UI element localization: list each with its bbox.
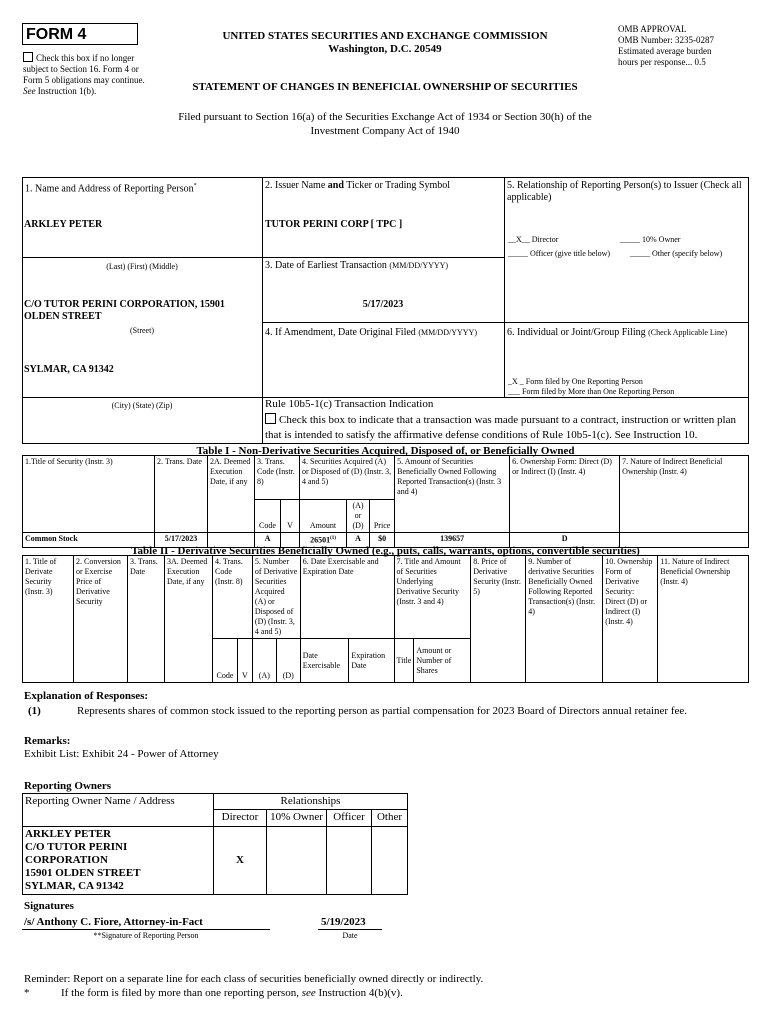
rule-10b5-text: Check this box to indicate that a transaction was made pursuant to a contract, instruction or written plan that is intended to satisfy the affirmative defense conditions of Rule 10b5-1(c). See Instruction 10. [265,414,736,441]
agency-location: Washington, D.C. 20549 [328,43,442,55]
signature-name: /s/ Anthony C. Fiore, Attorney-in-Fact [24,916,203,928]
relationship-other: _____ Other (specify below) [630,249,723,258]
t2-header-underlying: 7. Title and Amount of Securities Underlying Derivative Security (Instr. 3 and 4) [394,556,471,639]
form-title: FORM 4 [26,26,87,43]
owner-other-mark [372,827,408,895]
t1-header-title: 1.Title of Security (Instr. 3) [23,456,155,533]
box6-label: 6. Individual or Joint/Group Filing (Check Applicable Line) [507,327,728,338]
relationship-director: __X__ Director [508,235,559,244]
footnote-text: Represents shares of common stock issued to the reporting person as partial compensation for 2023 Board of Directors annual retainer fee. [77,705,688,717]
earliest-transaction-date: 5/17/2023 [362,299,404,310]
t1-sub-aod: (A) or (D) [347,500,370,533]
owners-col-officer: Officer [327,810,372,827]
explanation-heading: Explanation of Responses: [24,690,149,702]
footer-note: If the form is filed by more than one reporting person, see Instruction 4(b)(v). [61,987,403,999]
reporting-city: SYLMAR, CA 91342 [24,364,114,375]
no-longer-subject-checkbox-text: Check this box if no longer subject to Section 16. Form 4 or Form 5 obligations may continue. See Instruction 1(b). [23,53,145,96]
t2-sub-expiration: Expiration Date [349,639,394,683]
owners-heading: Reporting Owners [24,780,112,792]
t1-sub-amount: Amount [300,500,347,533]
owners-table [22,793,408,895]
t1-header-securities: 4. Securities Acquired (A) or Disposed of (D) (Instr. 3, 4 and 5) [300,456,395,500]
box1-label: 1. Name and Address of Reporting Person* [25,183,197,195]
footnote-number: (1) [28,705,41,717]
table1-title: Table I - Non-Derivative Securities Acquired, Disposed of, or Beneficially Owned [196,445,575,457]
t2-header-code: 4. Trans. Code (Instr. 8) [213,556,253,639]
t2-header-exercisable: 6. Date Exercisable and Expiration Date [300,556,394,639]
filing-one-person: _X _ Form filed by One Reporting Person [508,377,643,386]
t1-header-nature: 7. Nature of Indirect Beneficial Ownership (Instr. 4) [620,456,749,533]
footer-star: * [24,987,30,999]
t1-header-owned: 5. Amount of Securities Beneficially Owned Following Reported Transaction(s) (Instr. 3 and 4) [395,456,510,533]
owner-director-mark: X [214,827,267,895]
t2-header-conversion: 2. Conversion or Exercise Price of Derivative Security [74,556,128,683]
agency-name: UNITED STATES SECURITIES AND EXCHANGE COMMISSION [222,30,548,42]
omb-approval: OMB APPROVAL OMB Number: 3235-0287 Estimated average burden hours per response... 0.5 [618,24,714,67]
t1-row-owned: 139657 [395,533,510,548]
t1-row-form: D [510,533,620,548]
box4-label: 4. If Amendment, Date Original Filed (MM/DD/YYYY) [265,327,477,338]
t2-sub-d: (D) [276,639,300,683]
date-label: Date [342,931,358,940]
filed-pursuant-line1: Filed pursuant to Section 16(a) of the Securities Exchange Act of 1934 or Section 30(h) of the [178,111,592,123]
t1-sub-v: V [281,500,300,533]
t2-header-form: 10. Ownership Form of Derivative Security: Direct (D) or Indirect (I) (Instr. 4) [603,556,658,683]
t2-header-title: 1. Title of Derivate Security (Instr. 3) [23,556,74,683]
owners-col-director: Director [214,810,267,827]
owner-ten-mark [267,827,327,895]
t1-header-deemed: 2A. Deemed Execution Date, if any [208,456,255,533]
t2-header-nature: 11. Nature of Indirect Beneficial Ownership (Instr. 4) [658,556,749,683]
owners-col-ten: 10% Owner [267,810,327,827]
name-parts-label: (Last) (First) (Middle) [106,262,178,271]
filing-more-persons: ___ Form filed by More than One Reporting Person [508,387,675,396]
table2 [22,555,749,683]
relationship-officer: _____ Officer (give title below) [508,249,611,258]
t1-row-aod: A [347,533,370,548]
t1-row-date: 5/17/2023 [155,533,208,548]
t1-sub-price: Price [370,500,395,533]
t2-sub-date-exercisable: Date Exercisable [300,639,349,683]
owners-col-name: Reporting Owner Name / Address [23,794,214,827]
issuer-name: TUTOR PERINI CORP [ TPC ] [265,219,403,230]
t2-header-number: 5. Number of Derivative Securities Acquired (A) or Disposed of (D) (Instr. 3, 4 and 5) [252,556,300,639]
city-label: (City) (State) (Zip) [111,401,173,410]
remarks-text: Exhibit List: Exhibit 24 - Power of Attorney [24,748,219,760]
filed-pursuant-line2: Investment Company Act of 1940 [310,125,460,137]
t1-row-price: $0 [370,533,395,548]
owner-officer-mark [327,827,372,895]
reminder-text: Reminder: Report on a separate line for each class of securities beneficially owned directly or indirectly. [24,973,484,985]
t1-row-amount: 26501$^{(1)}$ [300,533,347,548]
t2-header-owned: 9. Number of derivative Securities Beneficially Owned Following Reported Transaction(s) (Instr. 4) [526,556,603,683]
table1 [22,455,749,548]
t1-row-title: Common Stock [23,533,155,548]
relationship-ten-percent: _____ 10% Owner [620,235,681,244]
box5-label: 5. Relationship of Reporting Person(s) to Issuer (Check all applicable) [507,180,742,203]
t2-header-deemed: 3A. Deemed Execution Date, if any [165,556,213,683]
table2-title: Table II - Derivative Securities Beneficially Owned (e.g., puts, calls, warrants, options, convertible securities) [131,545,640,557]
street-label: (Street) [130,326,154,335]
owners-col-relationships: Relationships [214,794,408,810]
remarks-heading: Remarks: [24,735,71,747]
t2-header-price: 8. Price of Derivative Security (Instr. 5) [471,556,526,683]
owners-col-other: Other [372,810,408,827]
t1-row-code: A [255,533,281,548]
box3-label: 3. Date of Earliest Transaction (MM/DD/YYYY) [265,260,449,271]
t1-sub-code: Code [255,500,281,533]
rule-10b5-title: Rule 10b5-1(c) Transaction Indication [265,398,434,410]
t2-sub-v: V [237,639,252,683]
reporting-street: C/O TUTOR PERINI CORPORATION, 15901 OLDEN STREET [24,299,225,322]
statement-title: STATEMENT OF CHANGES IN BENEFICIAL OWNERSHIP OF SECURITIES [192,81,578,93]
owner-address: ARKLEY PETER C/O TUTOR PERINI CORPORATION 15901 OLDEN STREET SYLMAR, CA 91342 [23,827,214,895]
signature-label: **Signature of Reporting Person [93,931,199,940]
t2-sub-title: Title [394,639,414,683]
t2-header-date: 3. Trans. Date [128,556,165,683]
t1-header-code: 3. Trans. Code (Instr. 8) [255,456,300,500]
rule-10b5-checkbox[interactable] [265,413,276,424]
t1-header-form: 6. Ownership Form: Direct (D) or Indirect (I) (Instr. 4) [510,456,620,533]
signature-date: 5/19/2023 [321,916,366,928]
signatures-heading: Signatures [24,900,74,912]
form-title-box [22,23,138,45]
t2-sub-amount: Amount or Number of Shares [414,639,471,683]
box2-label: 2. Issuer Name and Ticker or Trading Symbol [265,180,451,191]
table-row [23,827,408,895]
reporting-person-name: ARKLEY PETER [24,219,103,230]
no-longer-subject-checkbox[interactable] [23,52,33,62]
t2-sub-code: Code [213,639,238,683]
t2-sub-a: (A) [252,639,276,683]
t1-header-date: 2. Trans. Date [155,456,208,533]
